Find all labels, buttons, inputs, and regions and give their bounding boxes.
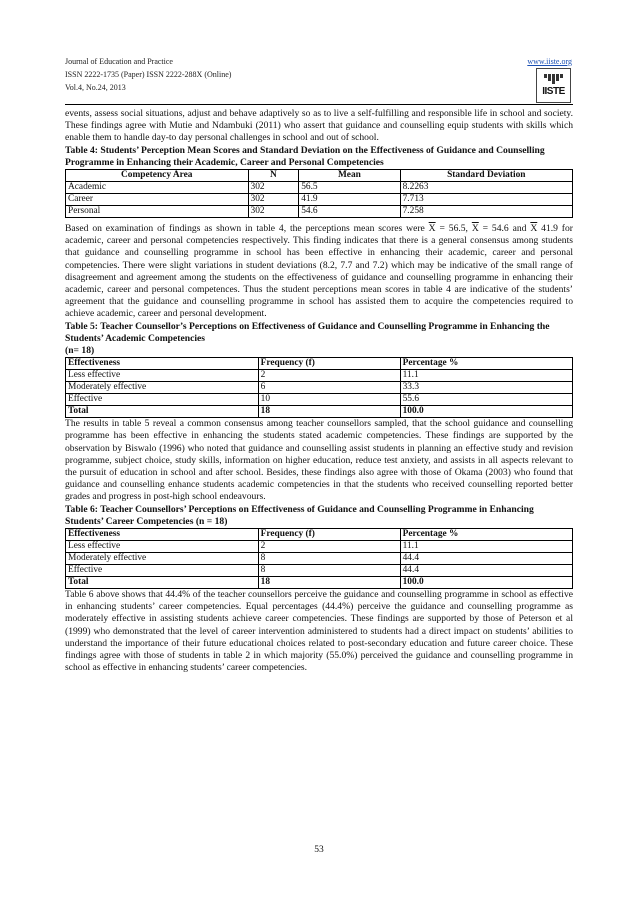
table-cell: 56.5 <box>299 182 400 194</box>
table-cell: Effective <box>66 565 259 577</box>
table-cell: 54.6 <box>299 206 400 218</box>
volume-line: Vol.4, No.24, 2013 <box>65 83 126 92</box>
column-header: Frequency (f) <box>258 529 400 541</box>
table-row <box>66 194 573 206</box>
table-cell: 10 <box>258 394 400 406</box>
table-cell: 100.0 <box>400 406 572 418</box>
table-header-row <box>66 529 573 541</box>
column-header: N <box>248 170 299 182</box>
table-row <box>66 182 573 194</box>
table-row <box>66 541 573 553</box>
table-cell: Total <box>66 406 259 418</box>
table-6-caption: Table 6: Teacher Counsellors’ Perceptions on Effectiveness of Guidance and Counselling Programme in Enhancing Students’ Career Competencies (n = 18) <box>65 503 534 527</box>
mean-symbol: $\overline{X}$ <box>471 223 479 235</box>
table-cell: 8 <box>258 565 400 577</box>
logo-text: IISTE <box>542 86 565 97</box>
paragraph-1: events, assess social situations, adjust and behave adaptively so as to live a self-fulfilling and responsible life in school and society. These findings agree with Mutie and Ndambuki (2011) who assert that guidance and counselling equip students with skills which enable them to handle day-to day personal challenges in school and out of school. <box>65 108 573 144</box>
table-cell: 7.258 <box>400 206 572 218</box>
table-total-row <box>66 406 573 418</box>
table-cell: 7.713 <box>400 194 572 206</box>
table-cell: 302 <box>248 206 299 218</box>
page-number: 53 <box>314 845 324 855</box>
table-5-caption: Table 5: Teacher Counsellor’s Perceptions on Effectiveness of Guidance and Counselling Programme in Enhancing the Students’ Academic Competencies <box>65 320 550 344</box>
text-segment: = 56.5, <box>435 223 472 235</box>
paragraph-2 <box>65 223 573 321</box>
table-row <box>66 553 573 565</box>
table-row <box>66 394 573 406</box>
table-cell: Career <box>66 194 249 206</box>
iiste-logo <box>536 68 571 103</box>
table-cell: 11.1 <box>400 370 572 382</box>
table-cell: 18 <box>258 406 400 418</box>
page-body <box>65 108 573 675</box>
column-header: Frequency (f) <box>258 358 400 370</box>
table-cell: 2 <box>258 541 400 553</box>
table-cell: Academic <box>66 182 249 194</box>
table-cell: 18 <box>258 577 400 589</box>
mean-symbol: $\overline{X}$ <box>530 223 538 235</box>
table-cell: 2 <box>258 370 400 382</box>
column-header: Percentage % <box>400 358 572 370</box>
column-header: Effectiveness <box>66 529 259 541</box>
table-4 <box>65 169 573 218</box>
table-total-row <box>66 577 573 589</box>
column-header: Mean <box>299 170 400 182</box>
mean-symbol: $\overline{X}$ <box>428 223 436 235</box>
table-cell: 55.6 <box>400 394 572 406</box>
text-segment: Based on examination of findings as shown in table 4, the perceptions mean scores were <box>65 223 429 235</box>
table-cell: 100.0 <box>400 577 572 589</box>
table-cell: 8 <box>258 553 400 565</box>
table-cell: 6 <box>258 382 400 394</box>
header-divider <box>65 104 573 105</box>
table-cell: Less effective <box>66 541 259 553</box>
journal-url-link[interactable]: www.iiste.org <box>527 57 572 66</box>
column-header: Standard Deviation <box>400 170 572 182</box>
journal-title: Journal of Education and Practice <box>65 57 173 66</box>
paragraph-4: Table 6 above shows that 44.4% of the teacher counsellors perceive the guidance and counselling programme in school as effective in enhancing students’ career competencies. Equal percentages (44.4%) perceive the guidance and counselling programme as moderately effective in assisting students achieve career competencies. These findings are supported by those of Peterson et al (1999) who demonstrated that the level of career intervention administered to students had a direct impact on students’ abilities to understand the importance of their future educational choices related to post-secondary education and future career choice. These findings agree with those of students in table 2 in which majority (55.0%) perceived the guidance and counselling programme in school as effective in enhancing students’ career competencies. <box>65 589 573 674</box>
table-4-caption: Table 4: Students’ Perception Mean Scores and Standard Deviation on the Effectiveness of Guidance and Counselling Programme in Enhancing their Academic, Career and Personal Competencies <box>65 144 545 168</box>
column-header: Competency Area <box>66 170 249 182</box>
table-cell: 302 <box>248 182 299 194</box>
table-cell: 33.3 <box>400 382 572 394</box>
table-cell: Total <box>66 577 259 589</box>
table-cell: Moderately effective <box>66 553 259 565</box>
table-row <box>66 565 573 577</box>
table-cell: Effective <box>66 394 259 406</box>
issn-line: ISSN 2222-1735 (Paper) ISSN 2222-288X (Online) <box>65 70 232 79</box>
text-segment: 41.9 for academic, career and personal competencies respectively. This finding indicates that there is a general consensus among students that guidance and counselling programme in school has been effective in enhancing their academic, career and personal competencies. There were slight variations in student deviations (8.2, 7.7 and 7.2) which may be indicative of the small range of disagreement and agreement among the students on the effectiveness of guidance and counselling programme in enhancing their academic, career and personal competences. Thus the student perceptions mean scores in table 4 are indicative of the students’ agreement that the guidance and counselling programme in school has assisted them to acquire the competencies required to achieve academic, career and personal development. <box>65 223 573 320</box>
column-header: Effectiveness <box>66 358 259 370</box>
table-header-row <box>66 358 573 370</box>
table-row <box>66 370 573 382</box>
table-5 <box>65 357 573 418</box>
table-row <box>66 206 573 218</box>
text-segment: = 54.6 and <box>478 223 531 235</box>
table-cell: 41.9 <box>299 194 400 206</box>
table-6 <box>65 528 573 589</box>
table-cell: Less effective <box>66 370 259 382</box>
table-header-row <box>66 170 573 182</box>
logo-bars-icon <box>544 74 563 84</box>
table-5-n-note: (n= 18) <box>65 345 95 357</box>
table-cell: 44.4 <box>400 553 572 565</box>
table-cell: 11.1 <box>400 541 572 553</box>
table-cell: Moderately effective <box>66 382 259 394</box>
table-cell: 302 <box>248 194 299 206</box>
table-cell: 8.2263 <box>400 182 572 194</box>
paragraph-3: The results in table 5 reveal a common consensus among teacher counsellors sampled, that the school guidance and counselling programme has been effective in enhancing the students stated academic competencies. These findings are supported by the observation by Biswalo (1996) who noted that guidance and counselling assist students in planning an effective study and revision programme, subject choice, study skills, information on higher education, reduce test anxiety, and assists in all aspects relevant to the pursuit of education in school and after school. Besides, these findings also agree with those of Okama (2003) who found that guidance and counselling enhance students academic competencies in that the students who received counselling reported better grades and progress in post-high school endeavours. <box>65 418 573 503</box>
column-header: Percentage % <box>400 529 572 541</box>
table-cell: Personal <box>66 206 249 218</box>
table-cell: 44.4 <box>400 565 572 577</box>
table-row <box>66 382 573 394</box>
